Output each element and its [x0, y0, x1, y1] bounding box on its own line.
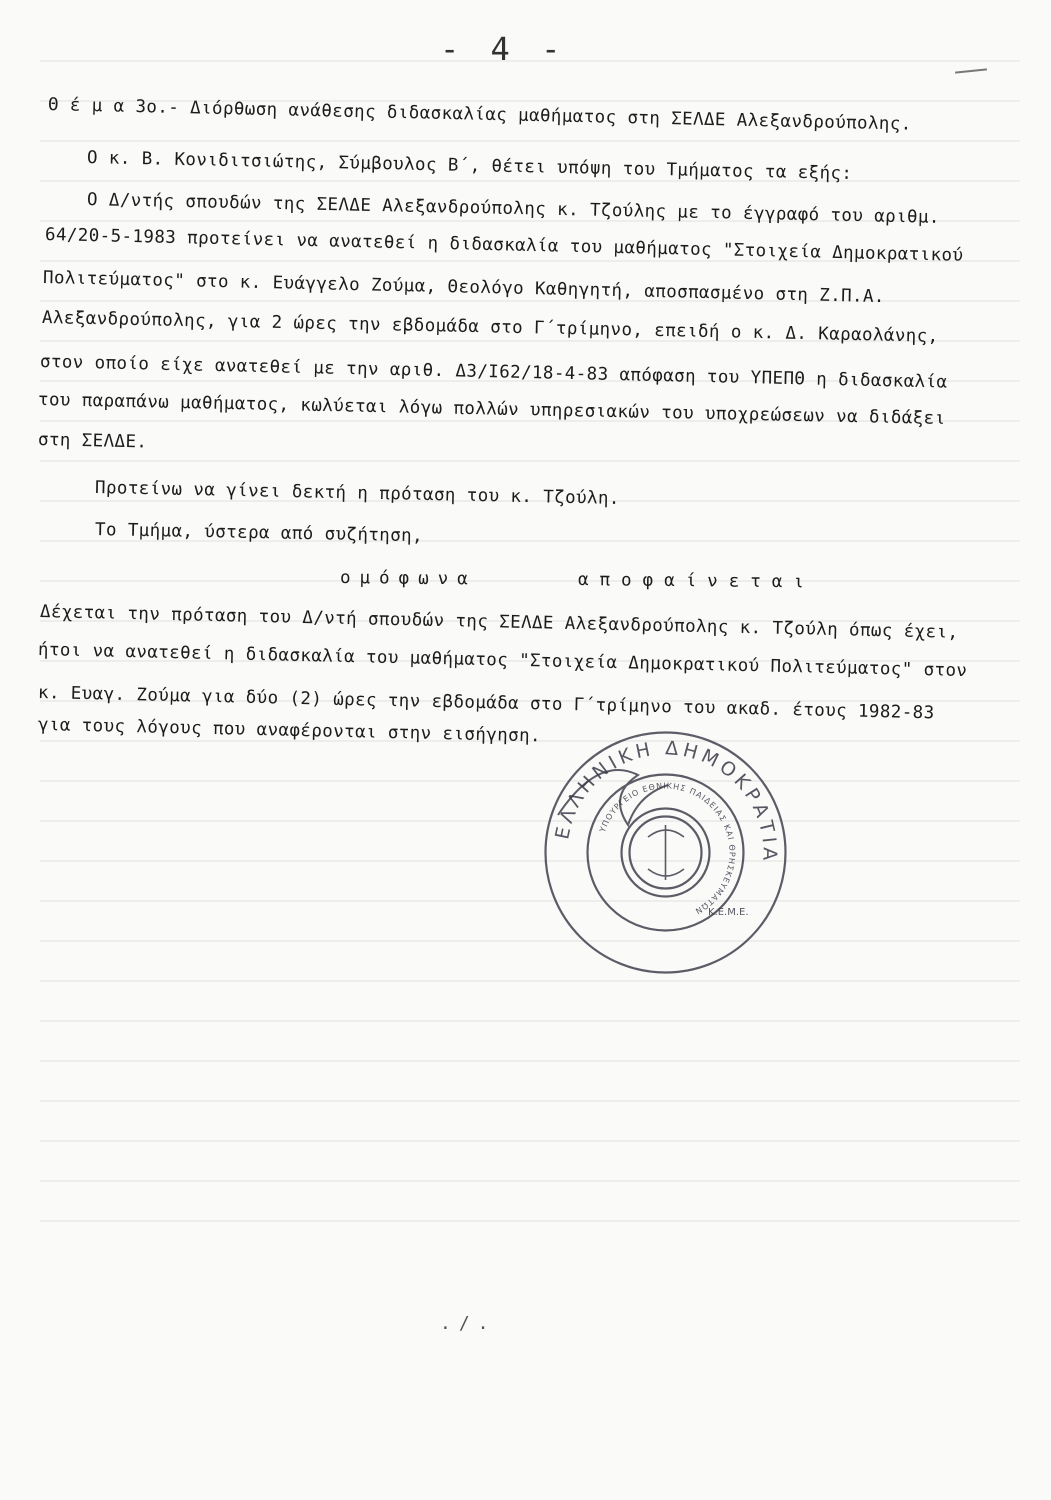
proposal-line: Προτείνω να γίνει δεκτή η πρόταση του κ. Τζούλη. [94, 478, 621, 509]
seal-outer-text: ΕΛΛΗΝΙΚΗ ΔΗΜΟΚΡΑΤΙΑ [551, 737, 781, 865]
report-line-7: στη ΣΕΛΔΕ. [37, 430, 148, 453]
seal-bottom-text: Κ.Ε.Μ.Ε. [708, 907, 749, 918]
official-seal-stamp [538, 725, 793, 980]
rapporteur-line: Ο κ. Β. Κονιδιτσιώτης, Σύμβουλος Β΄, θέτει υπόψη του Τμήματος τα εξής: [86, 148, 853, 185]
report-line-5: στον οποίο είχε ανατεθεί με την αριθ. Δ3/Ι62/18-4-83 απόφαση του ΥΠΕΠΘ η διδασκαλία [39, 352, 948, 393]
discussion-line: Το Τμήμα, ύστερα από συζήτηση, [94, 520, 424, 547]
page-number: - 4 - [440, 30, 567, 68]
unanimous-label: ομόφωνα [339, 568, 477, 590]
report-line-6: του παραπάνω μαθήματος, κωλύεται λόγω πολλών υπηρεσιακών του υποχρεώσεων να διδάξει [37, 390, 946, 430]
report-line-2: 64/20-5-1983 προτείνει να ανατεθεί η διδασκαλία του μαθήματος "Στοιχεία Δημοκρατικού [44, 225, 964, 266]
report-line-3: Πολιτεύματος" στο κ. Ευάγγελο Ζούμα, Θεολόγο Καθηγητή, αποσπασμένο στη Ζ.Π.Α. [42, 268, 886, 308]
topic-heading: Θ έ μ α 3ο.- Διόρθωση ανάθεσης διδασκαλίας μαθήματος στη ΣΕΛΔΕ Αλεξανδρούπολης. [47, 95, 912, 135]
continuation-mark: ./. [440, 1313, 497, 1334]
report-line-1: Ο Δ/ντής σπουδών της ΣΕΛΔΕ Αλεξανδρούπολης κ. Τζούλης με το έγγραφό του αριθμ. [86, 190, 941, 228]
decides-label: αποφαίνεται [577, 570, 815, 593]
decision-line-3: κ. Ευαγ. Ζούμα για δύο (2) ώρες την εβδομάδα στο Γ΄τρίμηνο του ακαδ. έτους 1982-83 [37, 683, 935, 724]
seal-inner-text: ΥΠΟΥΡΓΕΙΟ ΕΘΝΙΚΗΣ ΠΑΙΔΕΙΑΣ ΚΑΙ ΘΡΗΣΚΕΥΜΑΤΩΝ [598, 781, 737, 916]
decision-line-1: Δέχεται την πρόταση του Δ/ντή σπουδών της ΣΕΛΔΕ Αλεξανδρούπολης κ. Τζούλη όπως έχει, [39, 602, 959, 643]
decision-line-2: ήτοι να ανατεθεί η διδασκαλία του μαθήματος "Στοιχεία Δημοκρατικού Πολιτεύματος" στον [37, 640, 968, 682]
decision-line-4: για τους λόγους που αναφέρονται στην εισήγηση. [37, 715, 542, 747]
report-line-4: Αλεξανδρούπολης, για 2 ώρες την εβδομάδα στο Γ΄τρίμηνο, επειδή ο κ. Δ. Καραολάνης, [41, 308, 939, 347]
